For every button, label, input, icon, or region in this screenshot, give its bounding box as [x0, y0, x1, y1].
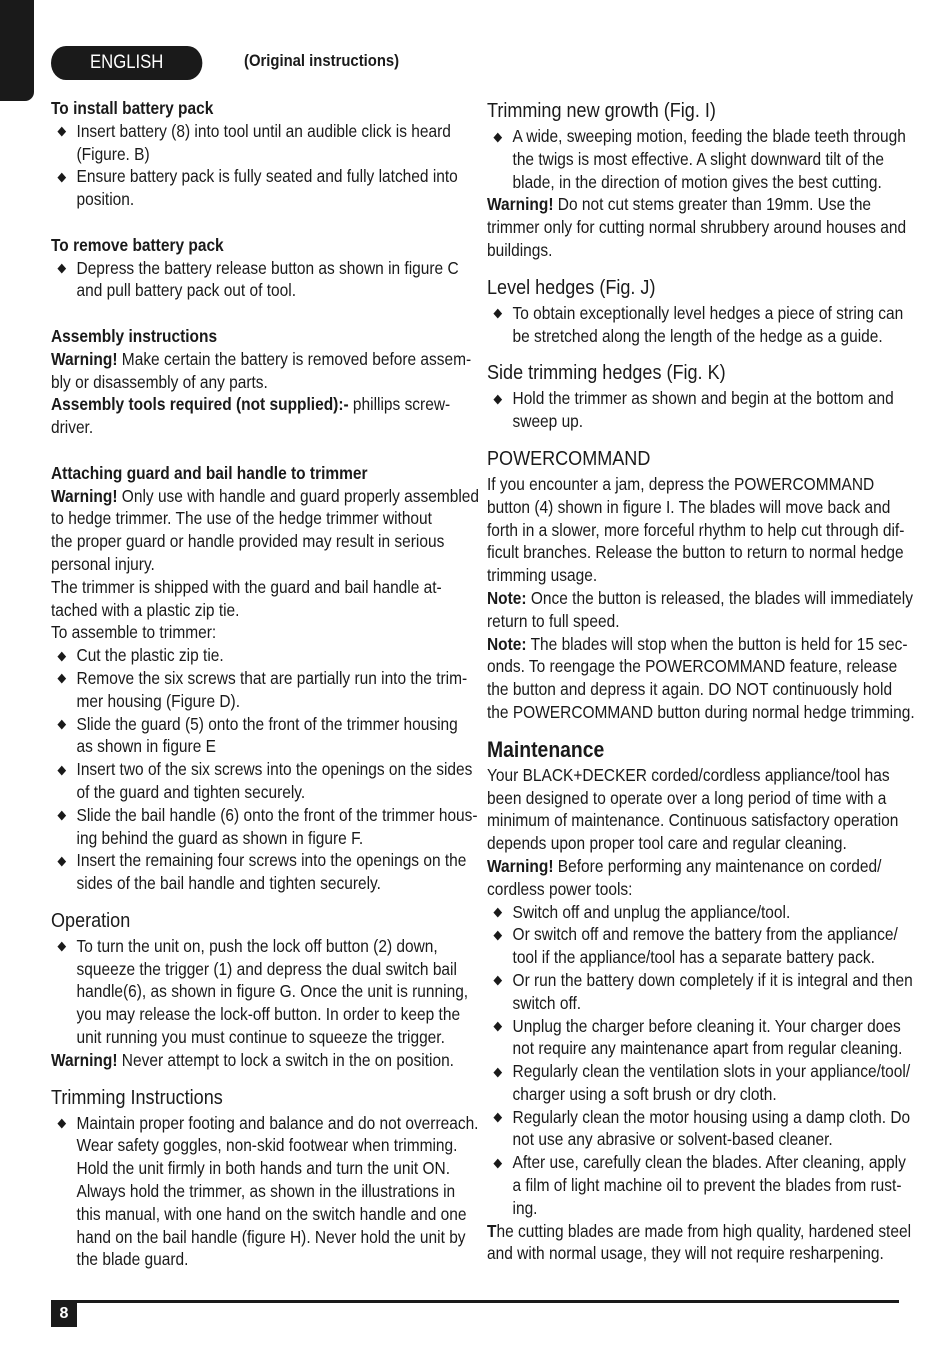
trimming-new-growth-heading: Trimming new growth (Fig. I)	[487, 99, 716, 122]
list-item: A wide, sweeping motion, feeding the blade teeth through the twigs is most effective. A slight downward tilt of the blade, in the direction of motion gives the best cutting.	[487, 125, 901, 193]
level-hedges-heading: Level hedges (Fig. J)	[487, 275, 656, 299]
level-hedges-section	[487, 274, 904, 348]
list-item: After use, carefully clean the blades. After cleaning, apply a film of light machine oil to prevent the blades from rust- ing.	[487, 1151, 901, 1219]
side-trimming-heading: Side trimming hedges (Fig. K)	[487, 361, 726, 385]
maintenance-heading: Maintenance	[487, 736, 605, 762]
list-item: Depress the battery release button as shown in figure C and pull battery pack out of tool.	[51, 257, 465, 303]
powercommand-section: POWERCOMMAND If you encounter a jam, depress the POWERCOMMAND button (4) shown in figure I. The blades will move back and forth in a slower, more forceful rhythm to help cut through dif- ficult branches. Release the button to return to normal hedge trimming usage. Note: Once the button is released, the blades will immediately return to full speed. Note: The blades will stop when the button is held for 15 sec- onds. To reengage the POWERCOMMAND feature, release the button and depress it again. DO NOT continuously hold the POWERCOMMAND button during normal hedge trimming.	[487, 446, 915, 722]
assembly-section: Assembly instructions Warning! Make certain the battery is removed before assem- bly or disassembly of any parts. Assembly tools required (not supplied):- phillips screw- driver.	[51, 325, 472, 438]
growth-warning: Warning! Do not cut stems greater than 19mm. Use the	[487, 194, 872, 215]
list-item: Hold the trimmer as shown and begin at the bottom and sweep up.	[487, 387, 901, 433]
trimming-new-growth-section: Trimming new growth (Fig. I) A wide, sweeping motion, feeding the blade teeth through the twigs is most effective. A slight downward tilt of the blade, in the direction of motion gives the best cutting. Warning! Do not cut stems greater than 19mm. Use the trimmer only for cutting normal shrubbery around houses and buildings.	[487, 99, 907, 260]
powercommand-note-2: Note: The blades will stop when the button is held for 15 sec-	[487, 633, 908, 654]
maintenance-closing: The cutting blades are made from high quality, hardened steel	[487, 1220, 912, 1241]
attaching-guard-section: Attaching guard and bail handle to trimmer Warning! Only use with handle and guard properly assembled to hedge trimmer. The use of the hedge trimmer without the proper guard or handle provided may result in serious personal injury. The trimmer is shipped with the guard and bail handle at- tached with a plastic zip tie. To assemble to trimmer: Cut the plastic zip tie. Remove the six screws that are partially run into the trim- mer housing (Figure D). Slide the guard (5) onto the front of the trimmer housing as shown in figure E Insert two of the six screws into the openings on the sides of the guard and tighten securely. Slide the bail handle (6) onto the front of the trimmer hous- ing behind the guard as shown in figure F. Insert the remaining four screws into the openings on the sides of the bail handle and tighten securely.	[51, 462, 479, 894]
footer-rule	[51, 1300, 899, 1303]
right-column	[487, 97, 915, 1265]
list-item: Insert battery (8) into tool until an audible click is heard (Figure. B)	[51, 120, 465, 166]
side-trimming-section	[487, 359, 901, 433]
list-item: Unplug the charger before cleaning it. Your charger does not require any maintenance apart from regular cleaning.	[487, 1015, 901, 1061]
operation-warning: Warning! Never attempt to lock a switch in the on position.	[51, 1049, 454, 1070]
left-column	[51, 97, 479, 1271]
install-battery-heading: To install battery pack	[51, 98, 214, 118]
operation-section	[51, 907, 469, 1072]
powercommand-note-1: Note: Once the button is released, the blades will immediately	[487, 587, 913, 608]
assembly-heading: Assembly instructions	[51, 325, 218, 346]
assembly-tools: Assembly tools required (not supplied):- phillips screw-	[51, 394, 451, 415]
list-item: Switch off and unplug the appliance/tool.	[487, 901, 901, 924]
trimming-instructions-heading: Trimming Instructions	[51, 1085, 223, 1109]
attaching-guard-heading: Attaching guard and bail handle to trimmer	[51, 462, 368, 483]
list-item: Remove the six screws that are partially run into the trim- mer housing (Figure D).	[51, 667, 465, 713]
side-tab	[0, 0, 34, 101]
remove-battery-heading: To remove battery pack	[51, 234, 224, 255]
list-item: Regularly clean the ventilation slots in your appliance/tool/ charger using a soft brush or dry cloth.	[487, 1060, 901, 1106]
attaching-warning: Warning! Only use with handle and guard properly assembled	[51, 485, 479, 506]
list-item: Or run the battery down completely if it is integral and then switch off.	[487, 969, 901, 1015]
original-instructions-note: (Original instructions)	[244, 52, 400, 70]
list-item: Cut the plastic zip tie.	[51, 644, 465, 667]
language-label: ENGLISH	[51, 46, 202, 80]
list-item: Maintain proper footing and balance and do not overreach. Wear safety goggles, non-skid footwear when trimming. Hold the unit firmly in both hands and turn the unit ON. Always hold the trimmer, as shown in the illustrations in this manual, with one hand on the switch handle and one hand on the bail handle (figure H). Never hold the unit by the blade guard.	[51, 1112, 465, 1272]
list-item: Or switch off and remove the battery from the appliance/ tool if the appliance/tool has a separate battery pack.	[487, 923, 901, 969]
maintenance-warning: Warning! Before performing any maintenance on corded/	[487, 855, 882, 876]
list-item: Ensure battery pack is fully seated and fully latched into position.	[51, 165, 465, 211]
list-item: Regularly clean the motor housing using a damp cloth. Do not use any abrasive or solvent-based cleaner.	[487, 1106, 901, 1152]
page-number: 8	[51, 1300, 77, 1327]
list-item: To turn the unit on, push the lock off button (2) down, squeeze the trigger (1) and depress the dual switch bail handle(6), as shown in figure G. Once the unit is running, you may release the lock-off button. In order to keep the unit running you must continue to squeeze the trigger.	[51, 935, 465, 1049]
powercommand-heading: POWERCOMMAND	[487, 446, 651, 470]
list-item: To obtain exceptionally level hedges a piece of string can be stretched along the length of the hedge as a guide.	[487, 302, 901, 348]
assembly-warning: Warning! Make certain the battery is removed before assem-	[51, 348, 472, 369]
maintenance-section: Maintenance Your BLACK+DECKER corded/cordless appliance/tool has been designed to operate over a long period of time with a minimum of maintenance. Continuous satisfactory operation depends upon proper tool care and regular cleaning. Warning! Before performing any maintenance on corded/ cordless power tools: Switch off and unplug the appliance/tool. Or switch off and remove the battery from the appliance/ tool if the appliance/tool has a separate battery pack. Or run the battery down completely if it is integral and then switch off. Unplug the charger before cleaning it. Your charger does not require any maintenance apart from regular cleaning. Regularly clean the ventilation slots in your appliance/tool/ charger using a soft brush or dry cloth. Regularly clean the motor housing using a damp cloth. Do not use any abrasive or solvent-based cleaner. After use, carefully clean the blades. After cleaning, apply a film of light machine oil to prevent the blades from rust- ing. The cutting blades are made from high quality, hardened steel and with normal usage, they will not require resharpening.	[487, 736, 913, 1264]
list-item: Slide the guard (5) onto the front of the trimmer housing as shown in figure E	[51, 713, 465, 759]
trimming-instructions-section	[51, 1084, 479, 1272]
list-item: Insert two of the six screws into the openings on the sides of the guard and tighten securely.	[51, 758, 465, 804]
operation-heading: Operation	[51, 908, 131, 932]
list-item: Slide the bail handle (6) onto the front of the trimmer hous- ing behind the guard as shown in figure F.	[51, 804, 465, 850]
install-battery-section	[51, 97, 465, 211]
list-item: Insert the remaining four screws into the openings on the sides of the bail handle and tighten securely.	[51, 849, 465, 895]
remove-battery-section	[51, 234, 465, 302]
